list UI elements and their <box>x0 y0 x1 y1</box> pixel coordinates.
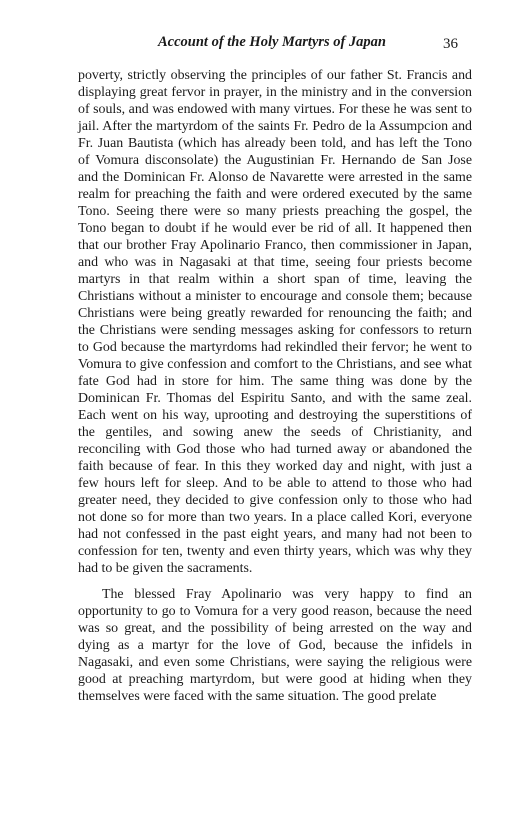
running-header <box>78 34 472 56</box>
paragraph-continued: poverty, strictly observing the principles of our father St. Francis and displaying great fervor in prayer, in the ministry and in the conversion of souls, and was endowed with many virtues. For these he was sent to jail. After the martyrdom of the saints Fr. Pedro de la Assumpcion and Fr. Juan Bautista (which has already been told, and has left the Tono of Vomura disconsolate) the Augustinian Fr. Hernando de San Jose and the Dominican Fr. Alonso de Navarette were arrested in the same realm for preaching the faith and were ordered executed by the same Tono. Seeing there were so many priests preaching the gospel, the Tono began to doubt if he would ever be rid of all. It happened then that our brother Fray Apolinario Franco, then commissioner in Japan, and who was in Nagasaki at that time, seeing four priests become martyrs in that realm within a short span of time, leaving the Christians without a minister to encourage and console them; because Christians were being greatly rewarded for renouncing the faith; and the Christians were sending messages asking for confessors to return to God because the martyrdoms had rekindled their fervor; he went to Vomura to give confession and comfort to the Christians, and see what fate God had in store for him. The same thing was done by the Dominican Fr. Thomas del Espiritu Santo, and with the same zeal. Each went on his way, uprooting and destroying the superstitions of the gentiles, and sowing anew the seeds of Christianity, and reconciling with God those who had turned away or abandoned the faith because of fear. In this they worked day and night, with just a few hours left for sleep. And to be able to attend to those who had greater need, they decided to give confession only to those who had not done so for more than two years. In a place called Kori, everyone had not confessed in the past eight years, and many had not been to confession for ten, twenty and even thirty years, which was why they had to be given the sacraments. <box>78 68 472 576</box>
page-number: 36 <box>443 36 458 52</box>
body-text <box>78 67 472 705</box>
running-title: Account of the Holy Martyrs of Japan <box>158 34 386 50</box>
paragraph: The blessed Fray Apolinario was very happy to find an opportunity to go to Vomura for a very good reason, because the need was so great, and the possibility of being arrested on the way and dying as a martyr for the love of God, because the infidels in Nagasaki, and even some Christians, were saying the religious were good at preaching martyrdom, but were good at hiding when they themselves were faced with the same situation. The good prelate <box>78 587 472 704</box>
